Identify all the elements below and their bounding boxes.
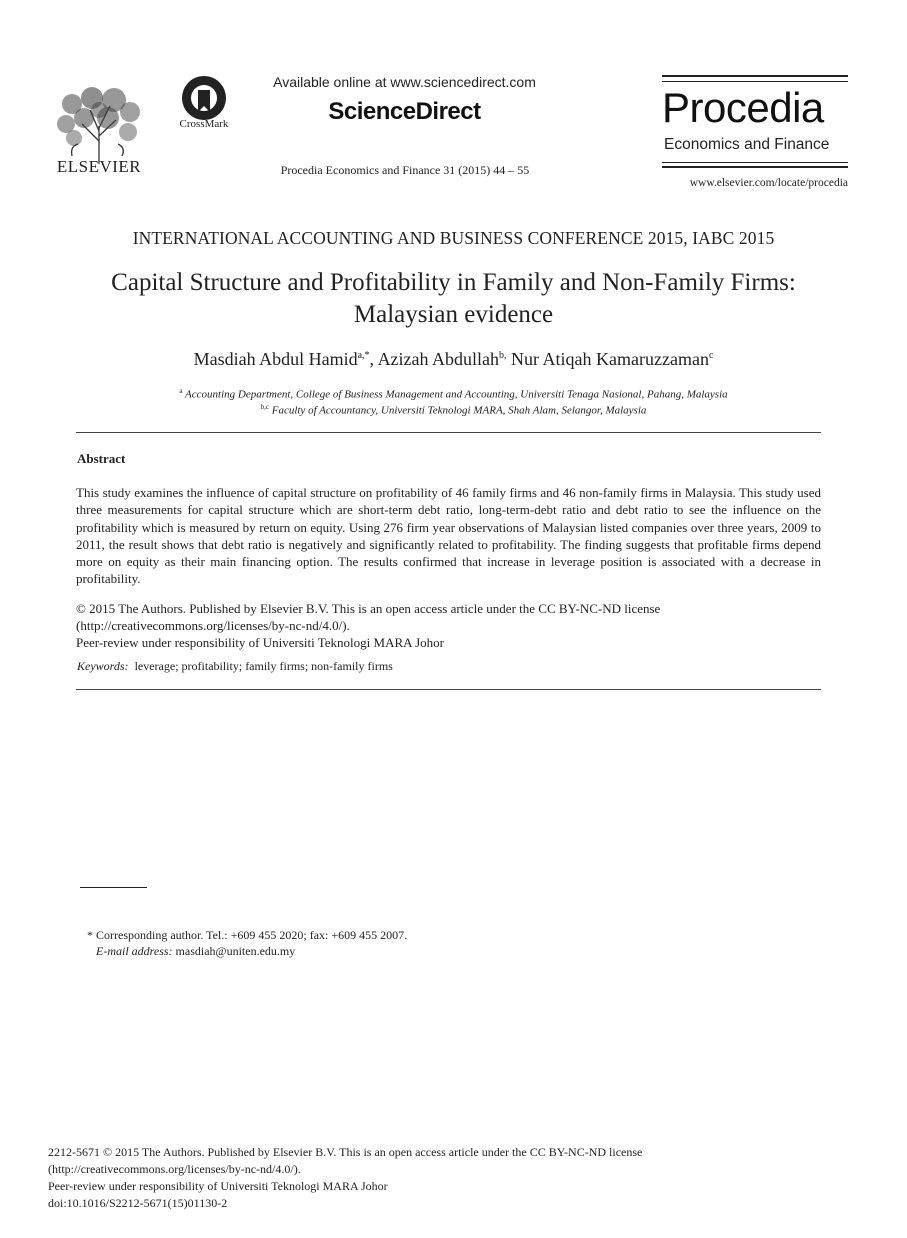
keywords-text: leverage; profitability; family firms; non-family firms (134, 659, 393, 673)
paper-title-line1: Capital Structure and Profitability in Family and Non-Family Firms: (111, 269, 796, 296)
publisher-name: ELSEVIER (56, 157, 142, 176)
author-affiliation-mark: b, (499, 350, 507, 361)
abstract-bottom-rule (76, 689, 821, 690)
email-note (96, 944, 295, 959)
affiliation-bc (0, 403, 907, 417)
conference-name: INTERNATIONAL ACCOUNTING AND BUSINESS CONFERENCE 2015, IABC 2015 (132, 228, 775, 248)
keywords-label: Keywords: (77, 659, 129, 673)
affiliation-mark: b,c (260, 403, 269, 411)
footer-doi[interactable]: doi:10.1016/S2212-5671(15)01130-2 (48, 1196, 228, 1210)
email-label: E-mail address: (96, 944, 173, 958)
abstract-heading: Abstract (77, 451, 126, 466)
author-name: Azizah Abdullah (377, 349, 500, 369)
crossmark-label: CrossMark (179, 118, 229, 130)
author-list: Masdiah Abdul Hamid$^{a,*}$, Azizah Abdullah$^{b,}$ Nur Atiqah Kamaruzzaman$^c$ (193, 349, 714, 369)
affiliation-text: Faculty of Accountancy, Universiti Teknologi MARA, Shah Alam, Selangor, Malaysia (271, 404, 647, 417)
affiliation-mark: a (179, 387, 183, 395)
abstract-body: This study examines the influence of capital structure on profitability of 46 family firms and 46 non-family firms in Malaysia. This study used three measurements for capital structure which are short-term debt ratio, long-term-debt ratio and debt ratio to see the influence on the profitability which is measured by return on equity. Using 276 firm year observations of Malaysian listed companies over three years, 2009 to 2011, the result shows that debt ratio is negatively and significantly related to profitability. The finding suggests that profitable firms depend more on equity as their main financing option. The results confirmed that increase in leverage position is associated with a decrease in profitability. (76, 485, 821, 587)
author-affiliation-mark: a,* (357, 350, 370, 361)
paper-title-line2: Malaysian evidence (353, 301, 554, 328)
affiliation-text: Accounting Department, College of Business Management and Accounting, Universiti Tenaga Nasional, Pahang, Malaysia (185, 388, 728, 401)
footnote-rule (80, 887, 147, 888)
procedia-rule-top-thin (662, 81, 848, 82)
footer-license-link[interactable]: (http://creativecommons.org/licenses/by-nc-nd/4.0/). (48, 1162, 301, 1176)
license-link[interactable]: (http://creativecommons.org/licenses/by-nc-nd/4.0/). (76, 618, 350, 633)
keywords (77, 659, 393, 674)
journal-url-link[interactable]: www.elsevier.com/locate/procedia (689, 177, 848, 189)
procedia-rule-bottom-thin (662, 162, 848, 163)
paper-title (60, 267, 847, 331)
journal-reference: Procedia Economics and Finance 31 (2015) 44 – 55 (280, 163, 530, 177)
procedia-rule-bottom (662, 166, 848, 168)
footer-issn-line: 2212-5671 © 2015 The Authors. Published by Elsevier B.V. This is an open access article under the CC BY-NC-ND license (48, 1145, 643, 1159)
author-name: Nur Atiqah Kamaruzzaman (511, 349, 709, 369)
procedia-rule-top (662, 75, 848, 77)
journal-logo-title: Procedia (662, 84, 824, 131)
abstract-top-rule (76, 432, 821, 433)
corresponding-author-note: * Corresponding author. Tel.: +609 455 2020; fax: +609 455 2007. (87, 928, 408, 942)
available-online-text: Available online at www.sciencedirect.com (273, 74, 536, 90)
email-link[interactable]: masdiah@uniten.edu.my (175, 944, 296, 958)
affiliation-a (0, 387, 907, 401)
author-name: Masdiah Abdul Hamid (193, 349, 358, 369)
author-affiliation-mark: c (708, 350, 714, 361)
sciencedirect-logo[interactable]: ScienceDirect (328, 98, 481, 125)
copyright-line: © 2015 The Authors. Published by Elsevier B.V. This is an open access article under the CC BY-NC-ND license (76, 601, 661, 616)
peer-review-note: Peer-review under responsibility of Universiti Teknologi MARA Johor (76, 635, 444, 650)
journal-logo-subtitle: Economics and Finance (664, 136, 830, 153)
footer-peer-review: Peer-review under responsibility of Universiti Teknologi MARA Johor (48, 1179, 388, 1193)
